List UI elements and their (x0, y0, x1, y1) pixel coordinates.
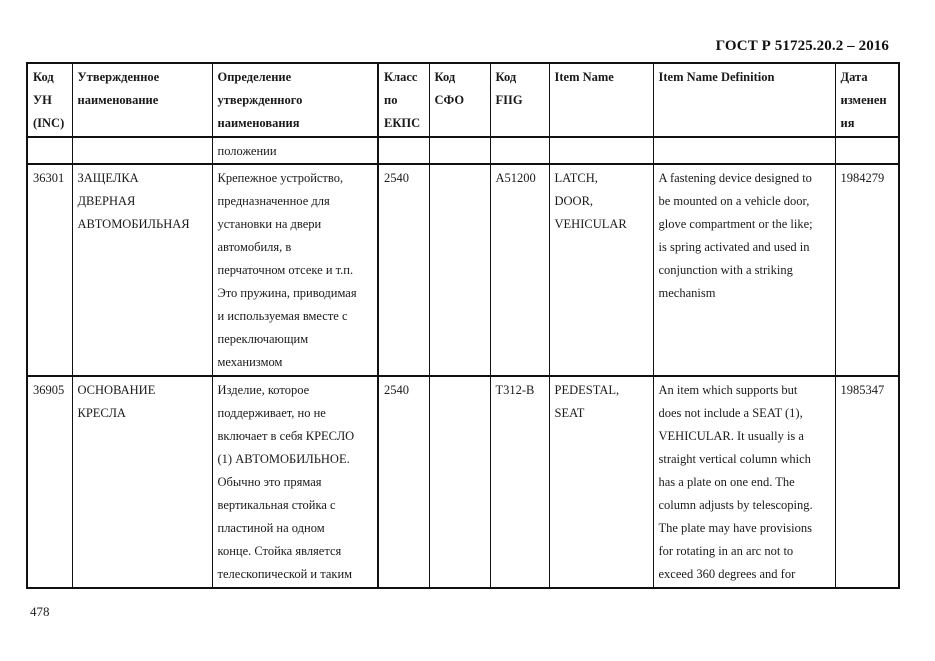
text-line: The plate may have provisions (658, 521, 812, 535)
header-line: Код (33, 70, 54, 84)
cell-item-name-definition (653, 164, 835, 376)
header-line: по (384, 93, 398, 107)
continuation-row (27, 137, 899, 164)
text-line: SEAT (554, 406, 585, 420)
text-line: VEHICULAR (554, 217, 627, 231)
cell-change-date (835, 137, 899, 164)
cell-change-date: 1985347 (835, 376, 899, 588)
header-line: СФО (434, 93, 465, 107)
text-line: has a plate on one end. The (658, 475, 795, 489)
column-header-code-fiig (490, 63, 549, 137)
text-line: положении (217, 144, 277, 158)
column-header-code-sfo (429, 63, 490, 137)
document-standard-header: ГОСТ Р 51725.20.2 – 2016 (715, 38, 889, 54)
text-line: VEHICULAR. It usually is a (658, 429, 804, 443)
header-line: изменен (840, 93, 887, 107)
cell-inc: 36301 (27, 164, 72, 376)
cell-inc: 36905 (27, 376, 72, 588)
cell-code-fiig (490, 137, 549, 164)
text-line: АВТОМОБИЛЬНАЯ (77, 217, 190, 231)
text-line: вертикальная стойка с (217, 498, 336, 512)
text-line: does not include a SEAT (1), (658, 406, 803, 420)
text-line: be mounted on a vehicle door, (658, 194, 810, 208)
text-line: Крепежное устройство, (217, 171, 344, 185)
column-header-class-ekps (378, 63, 429, 137)
text-line: conjunction with a striking (658, 263, 793, 277)
header-line: Определение (217, 70, 292, 84)
text-line: straight vertical column which (658, 452, 811, 466)
cell-code-fiig: A51200 (490, 164, 549, 376)
text-line: Это пружина, приводимая (217, 286, 357, 300)
header-line: утвержденного (217, 93, 303, 107)
text-line: ОСНОВАНИЕ (77, 383, 156, 397)
table-row (27, 164, 899, 376)
cell-class-ekps: 2540 (378, 376, 429, 588)
text-line: переключающим (217, 332, 309, 346)
text-line: предназначенное для (217, 194, 330, 208)
item-names-table (26, 62, 900, 589)
column-header-change-date (835, 63, 899, 137)
cell-definition-ru (212, 137, 378, 164)
header-line: УН (33, 93, 52, 107)
cell-code-sfo (429, 164, 490, 376)
text-line: поддерживает, но не (217, 406, 326, 420)
column-header-item-name (549, 63, 653, 137)
text-line: exceed 360 degrees and for (658, 567, 796, 581)
text-line: пластиной на одном (217, 521, 325, 535)
header-line: Код (434, 70, 456, 84)
table-row (27, 376, 899, 588)
cell-class-ekps (378, 137, 429, 164)
text-line: механизмом (217, 355, 283, 369)
cell-item-name-definition (653, 137, 835, 164)
header-line: Item Name (554, 70, 614, 84)
text-line: телескопической и таким (217, 567, 353, 581)
text-line: column adjusts by telescoping. (658, 498, 813, 512)
text-line: Изделие, которое (217, 383, 310, 397)
header-line: наименования (217, 116, 300, 130)
header-line: Класс (384, 70, 418, 84)
text-line: перчаточном отсеке и т.п. (217, 263, 354, 277)
cell-definition-ru (212, 376, 378, 588)
text-line: и используемая вместе с (217, 309, 348, 323)
cell-item-name-definition (653, 376, 835, 588)
header-line: наименование (77, 93, 159, 107)
cell-change-date: 1984279 (835, 164, 899, 376)
cell-class-ekps: 2540 (378, 164, 429, 376)
cell-item-name (549, 137, 653, 164)
column-header-definition-ru (212, 63, 378, 137)
text-line: автомобиля, в (217, 240, 292, 254)
cell-item-name (549, 376, 653, 588)
cell-code-sfo (429, 137, 490, 164)
text-line: glove compartment or the like; (658, 217, 813, 231)
column-header-item-name-definition (653, 63, 835, 137)
header-line: FIIG (495, 93, 523, 107)
text-line: Обычно это прямая (217, 475, 322, 489)
text-line: A fastening device designed to (658, 171, 812, 185)
text-line: установки на двери (217, 217, 322, 231)
cell-code-fiig: T312-B (490, 376, 549, 588)
table-header-row (27, 63, 899, 137)
header-line: ия (840, 116, 855, 130)
page-number: 478 (30, 604, 50, 619)
text-line: КРЕСЛА (77, 406, 126, 420)
column-header-approved-name (72, 63, 212, 137)
text-line: PEDESTAL, (554, 383, 620, 397)
cell-code-sfo (429, 376, 490, 588)
text-line: is spring activated and used in (658, 240, 810, 254)
column-header-inc (27, 63, 72, 137)
cell-inc (27, 137, 72, 164)
cell-approved-name (72, 137, 212, 164)
cell-approved-name (72, 376, 212, 588)
text-line: (1) АВТОМОБИЛЬНОЕ. (217, 452, 350, 466)
text-line: LATCH, (554, 171, 598, 185)
header-line: Утвержденное (77, 70, 160, 84)
cell-item-name (549, 164, 653, 376)
text-line: for rotating in an arc not to (658, 544, 794, 558)
text-line: включает в себя КРЕСЛО (217, 429, 355, 443)
text-line: ДВЕРНАЯ (77, 194, 136, 208)
text-line: mechanism (658, 286, 716, 300)
header-line: Дата (840, 70, 868, 84)
header-line: (INC) (33, 116, 65, 130)
cell-definition-ru (212, 164, 378, 376)
text-line: конце. Стойка является (217, 544, 342, 558)
text-line: DOOR, (554, 194, 594, 208)
cell-approved-name (72, 164, 212, 376)
header-line: Код (495, 70, 517, 84)
text-line: An item which supports but (658, 383, 798, 397)
header-line: ЕКПС (384, 116, 421, 130)
header-line: Item Name Definition (658, 70, 775, 84)
text-line: ЗАЩЕЛКА (77, 171, 139, 185)
